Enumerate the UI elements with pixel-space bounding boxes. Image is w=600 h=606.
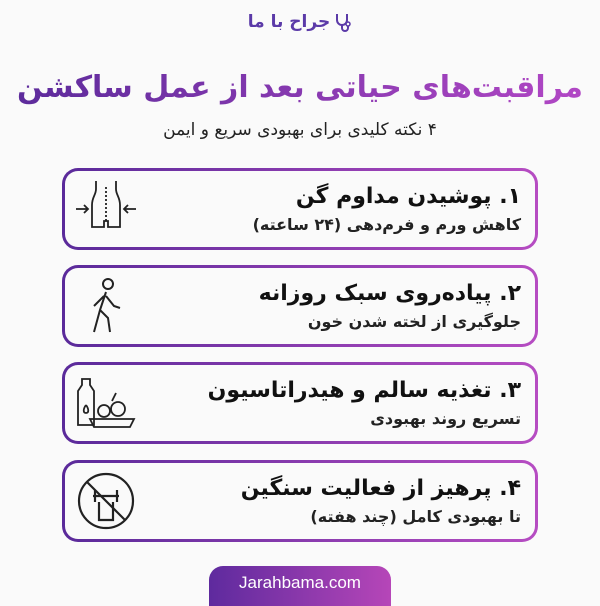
tip-title: ۱. پوشیدن مداوم گن [295, 184, 521, 209]
tip-title: ۲. پیاده‌روی سبک روزانه [258, 281, 521, 306]
tip-card-2 [62, 265, 538, 347]
tip-subtitle: تسریع روند بهبودی [370, 409, 521, 428]
page-subtitle: ۴ نکته کلیدی برای بهبودی سریع و ایمن [163, 120, 437, 140]
tip-card-1 [62, 168, 538, 250]
tip-subtitle: کاهش ورم و فرم‌دهی (۲۴ ساعته) [252, 215, 521, 234]
stethoscope-icon [334, 12, 352, 32]
brand-name: جراح با ما [247, 12, 331, 32]
tip-subtitle: تا بهبودی کامل (چند هفته) [310, 507, 521, 526]
compression-garment-icon [73, 176, 139, 242]
tip-title: ۴. پرهیز از فعالیت سنگین [240, 476, 521, 501]
healthy-food-water-icon [73, 370, 139, 436]
no-heavy-lifting-icon [73, 468, 139, 534]
tip-title: ۳. تغذیه سالم و هیدراتاسیون [207, 378, 521, 403]
page-title: مراقبت‌های حیاتی بعد از عمل ساکشن [0, 70, 600, 105]
tip-subtitle: جلوگیری از لخته شدن خون [307, 312, 521, 331]
tip-card-3 [62, 362, 538, 444]
walking-person-icon [73, 273, 139, 339]
website-link[interactable]: Jarahbama.com [209, 566, 391, 606]
tip-card-4 [62, 460, 538, 542]
brand-logo [0, 12, 600, 32]
